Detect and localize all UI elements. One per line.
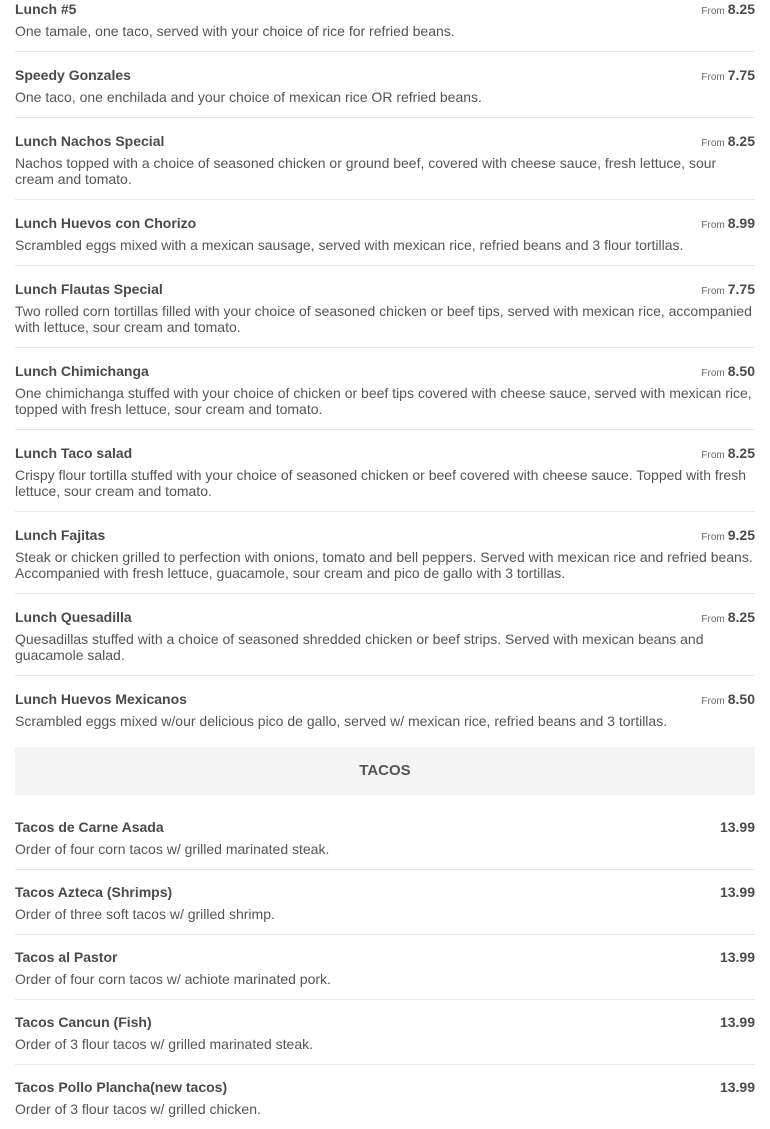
menu-item-tacos-azteca[interactable] <box>15 870 755 935</box>
price-value: 8.99 <box>727 215 755 231</box>
menu-item-lunch-taco-salad[interactable] <box>15 430 755 512</box>
item-name: Speedy Gonzales <box>15 67 131 83</box>
item-name: Lunch #5 <box>15 1 77 17</box>
item-description: Steak or chicken grilled to perfection with onions, tomato and bell peppers. Served with mexican rice and refried beans. Accompanied with fresh lettuce, guacamole, sour cream and pico de gallo with 3 tortillas. <box>15 549 753 581</box>
price-value: 8.25 <box>727 609 755 625</box>
from-label: From <box>701 72 725 83</box>
menu-item-lunch-huevos-mexicanos[interactable] <box>15 676 755 741</box>
from-label: From <box>701 286 725 297</box>
item-description: One tamale, one taco, served with your choice of rice for refried beans. <box>15 23 455 39</box>
item-price <box>701 0 755 21</box>
item-description: Order of three soft tacos w/ grilled shrimp. <box>15 906 275 922</box>
price-value: 7.75 <box>727 67 755 83</box>
item-price <box>701 362 755 383</box>
item-description: Scrambled eggs mixed with a mexican sausage, served with mexican rice, refried beans and 3 flour tortillas. <box>15 237 684 253</box>
item-name: Lunch Chimichanga <box>15 363 149 379</box>
from-label: From <box>701 220 725 231</box>
item-name: Tacos Azteca (Shrimps) <box>15 884 173 900</box>
item-description: Order of four corn tacos w/ achiote marinated pork. <box>15 971 331 987</box>
item-name: Tacos al Pastor <box>15 949 118 965</box>
tacos-section <box>15 805 755 1129</box>
item-description: Order of four corn tacos w/ grilled marinated steak. <box>15 841 330 857</box>
item-price <box>701 608 755 629</box>
item-name: Lunch Nachos Special <box>15 133 165 149</box>
item-name: Lunch Taco salad <box>15 445 133 461</box>
from-label: From <box>701 696 725 707</box>
price-value: 8.50 <box>727 691 755 707</box>
price-value: 8.25 <box>727 1 755 17</box>
item-name: Lunch Quesadilla <box>15 609 132 625</box>
item-price <box>701 280 755 301</box>
menu-item-lunch-chimichanga[interactable] <box>15 348 755 430</box>
menu-list <box>15 0 755 1129</box>
price-value: 8.25 <box>727 133 755 149</box>
item-description: Order of 3 flour tacos w/ grilled chicken. <box>15 1101 261 1117</box>
item-description: One chimichanga stuffed with your choice of chicken or beef tips covered with cheese sauce, served with mexican rice, topped with fresh lettuce, sour cream and tomato. <box>15 385 752 417</box>
price-value: 7.75 <box>727 281 755 297</box>
menu-item-lunch-huevos-con-chorizo[interactable] <box>15 200 755 266</box>
menu-item-tacos-de-carne-asada[interactable] <box>15 805 755 870</box>
item-name: Tacos Pollo Plancha(new tacos) <box>15 1079 228 1095</box>
section-header-tacos: TACOS <box>15 747 755 795</box>
item-price <box>701 214 755 235</box>
price-value: 9.25 <box>727 527 755 543</box>
from-label: From <box>701 450 725 461</box>
menu-item-speedy-gonzales[interactable] <box>15 52 755 118</box>
item-price: 13.99 <box>719 949 755 965</box>
item-description: One taco, one enchilada and your choice of mexican rice OR refried beans. <box>15 89 482 105</box>
item-price <box>701 690 755 711</box>
menu-item-tacos-cancun[interactable] <box>15 1000 755 1065</box>
item-price: 13.99 <box>719 884 755 900</box>
item-price: 13.99 <box>719 1014 755 1030</box>
item-price <box>701 526 755 547</box>
item-name: Tacos de Carne Asada <box>15 819 164 835</box>
item-price: 13.99 <box>719 1079 755 1095</box>
item-name: Lunch Huevos Mexicanos <box>15 691 187 707</box>
item-name: Lunch Flautas Special <box>15 281 163 297</box>
item-price <box>701 66 755 87</box>
item-name: Lunch Fajitas <box>15 527 106 543</box>
item-name: Lunch Huevos con Chorizo <box>15 215 197 231</box>
item-price <box>701 132 755 153</box>
price-value: 8.25 <box>727 445 755 461</box>
item-description: Two rolled corn tortillas filled with your choice of seasoned chicken or beef tips, served with mexican rice, accompanied with lettuce, sour cream and tomato. <box>15 303 752 335</box>
menu-item-lunch-nachos-special[interactable] <box>15 118 755 200</box>
from-label: From <box>701 532 725 543</box>
menu-item-lunch-quesadilla[interactable] <box>15 594 755 676</box>
menu-item-lunch-5[interactable] <box>15 0 755 52</box>
item-description: Nachos topped with a choice of seasoned chicken or ground beef, covered with cheese sauce, fresh lettuce, sour cream and tomato. <box>15 155 717 187</box>
menu-item-tacos-pollo-plancha[interactable] <box>15 1065 755 1129</box>
item-name: Tacos Cancun (Fish) <box>15 1014 152 1030</box>
from-label: From <box>701 368 725 379</box>
menu-item-lunch-flautas-special[interactable] <box>15 266 755 348</box>
menu-item-lunch-fajitas[interactable] <box>15 512 755 594</box>
from-label: From <box>701 614 725 625</box>
item-description: Quesadillas stuffed with a choice of seasoned shredded chicken or beef strips. Served with mexican beans and guacamole salad. <box>15 631 704 663</box>
item-price: 13.99 <box>719 819 755 835</box>
item-description: Crispy flour tortilla stuffed with your choice of seasoned chicken or beef covered with cheese sauce. Topped with fresh lettuce, sour cream and tomato. <box>15 467 746 499</box>
from-label: From <box>701 6 725 17</box>
item-description: Scrambled eggs mixed w/our delicious pico de gallo, served w/ mexican rice, refried beans and 3 tortillas. <box>15 713 668 729</box>
price-value: 8.50 <box>727 363 755 379</box>
item-price <box>701 444 755 465</box>
item-description: Order of 3 flour tacos w/ grilled marinated steak. <box>15 1036 314 1052</box>
from-label: From <box>701 138 725 149</box>
menu-item-tacos-al-pastor[interactable] <box>15 935 755 1000</box>
